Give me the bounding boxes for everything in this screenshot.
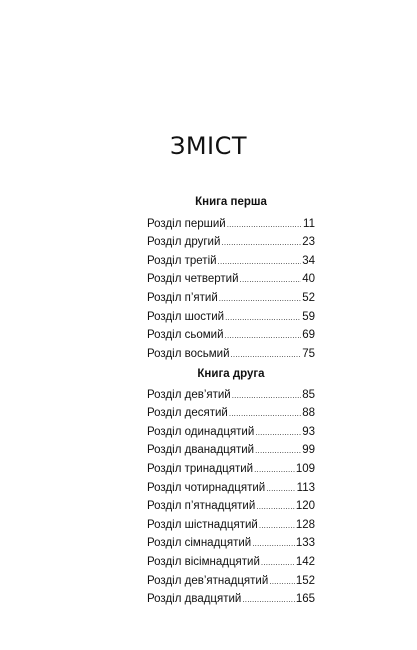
dot-leader xyxy=(221,239,301,247)
dot-leader xyxy=(255,447,301,455)
dot-leader xyxy=(231,351,302,359)
page-number: 128 xyxy=(295,518,315,531)
page-number: 75 xyxy=(302,347,315,360)
book-2-section xyxy=(147,365,315,609)
page-number: 109 xyxy=(295,462,315,475)
dot-leader xyxy=(252,540,295,548)
page-number: 120 xyxy=(295,500,315,513)
toc-entry[interactable] xyxy=(147,386,315,405)
chapter-title: Розділ третій xyxy=(147,254,217,267)
toc-entry[interactable] xyxy=(147,345,315,364)
toc-entry[interactable] xyxy=(147,289,315,308)
chapter-title: Розділ чотирнадцятий xyxy=(147,481,266,494)
toc-entry[interactable] xyxy=(147,590,315,609)
chapter-title: Розділ перший xyxy=(147,217,226,230)
chapter-title: Розділ десятий xyxy=(147,407,228,420)
toc-entry[interactable] xyxy=(147,460,315,479)
chapter-title: Розділ одинадцятий xyxy=(147,425,255,438)
dot-leader xyxy=(218,258,302,266)
dot-leader xyxy=(219,295,301,303)
page-number: 52 xyxy=(302,291,315,304)
page-number: 40 xyxy=(302,273,315,286)
page-number: 88 xyxy=(302,407,315,420)
dot-leader xyxy=(259,522,295,530)
dot-leader xyxy=(261,559,295,567)
book-1-section xyxy=(147,193,315,363)
toc-entry[interactable] xyxy=(147,516,315,535)
page-number: 165 xyxy=(295,593,315,606)
page-number: 34 xyxy=(302,254,315,267)
chapter-title: Розділ шостий xyxy=(147,310,225,323)
chapter-title: Розділ сімнадцятий xyxy=(147,537,252,550)
page-number: 93 xyxy=(302,425,315,438)
dot-leader xyxy=(225,314,301,322)
chapter-title: Розділ двадцятий xyxy=(147,593,242,606)
page-number: 113 xyxy=(296,481,315,494)
chapter-title: Розділ п’ятий xyxy=(147,291,218,304)
chapter-title: Розділ шістнадцятий xyxy=(147,518,258,531)
dot-leader xyxy=(227,221,302,229)
page-number: 133 xyxy=(295,537,315,550)
chapter-title: Розділ дев’ятий xyxy=(147,388,231,401)
dot-leader xyxy=(232,392,301,400)
chapter-title: Розділ сьомий xyxy=(147,329,224,342)
chapter-title: Розділ вісімнадцятий xyxy=(147,555,260,568)
chapter-title: Розділ дев’ятнадцятий xyxy=(147,574,269,587)
toc-entry[interactable] xyxy=(147,270,315,289)
toc-entry[interactable] xyxy=(147,233,315,252)
book-heading: Книга перша xyxy=(195,196,267,208)
chapter-title: Розділ п’ятнадцятий xyxy=(147,500,256,513)
dot-leader xyxy=(242,596,294,604)
toc-entry[interactable] xyxy=(147,534,315,553)
dot-leader xyxy=(256,503,295,511)
toc-entry[interactable] xyxy=(147,308,315,327)
toc-entry[interactable] xyxy=(147,497,315,516)
dot-leader xyxy=(229,410,301,418)
toc-entry[interactable] xyxy=(147,215,315,234)
toc-entry[interactable] xyxy=(147,423,315,442)
dot-leader xyxy=(266,485,295,493)
dot-leader xyxy=(255,429,301,437)
chapter-title: Розділ четвертий xyxy=(147,273,239,286)
page-title: ЗМІСТ xyxy=(169,132,248,160)
chapter-title: Розділ дванадцятий xyxy=(147,444,255,457)
toc-entry[interactable] xyxy=(147,479,315,498)
page-number: 69 xyxy=(302,329,315,342)
toc-entry[interactable] xyxy=(147,553,315,572)
book-heading: Книга друга xyxy=(197,368,265,380)
toc-entry[interactable] xyxy=(147,326,315,345)
chapter-title: Розділ восьмий xyxy=(147,347,230,360)
page-number: 23 xyxy=(302,236,315,249)
dot-leader xyxy=(254,466,295,474)
dot-leader xyxy=(240,276,302,284)
page-number: 11 xyxy=(303,217,315,230)
page-number: 152 xyxy=(295,574,315,587)
page-number: 142 xyxy=(295,555,315,568)
dot-leader xyxy=(269,578,295,586)
toc-entry[interactable] xyxy=(147,572,315,591)
toc-entry[interactable] xyxy=(147,404,315,423)
chapter-title: Розділ тринадцятий xyxy=(147,462,254,475)
chapter-title: Розділ другий xyxy=(147,236,221,249)
toc-entry[interactable] xyxy=(147,252,315,271)
page-number: 59 xyxy=(302,310,315,323)
page-number: 85 xyxy=(302,388,315,401)
dot-leader xyxy=(225,332,302,340)
toc-entry[interactable] xyxy=(147,441,315,460)
page-number: 99 xyxy=(302,444,315,457)
